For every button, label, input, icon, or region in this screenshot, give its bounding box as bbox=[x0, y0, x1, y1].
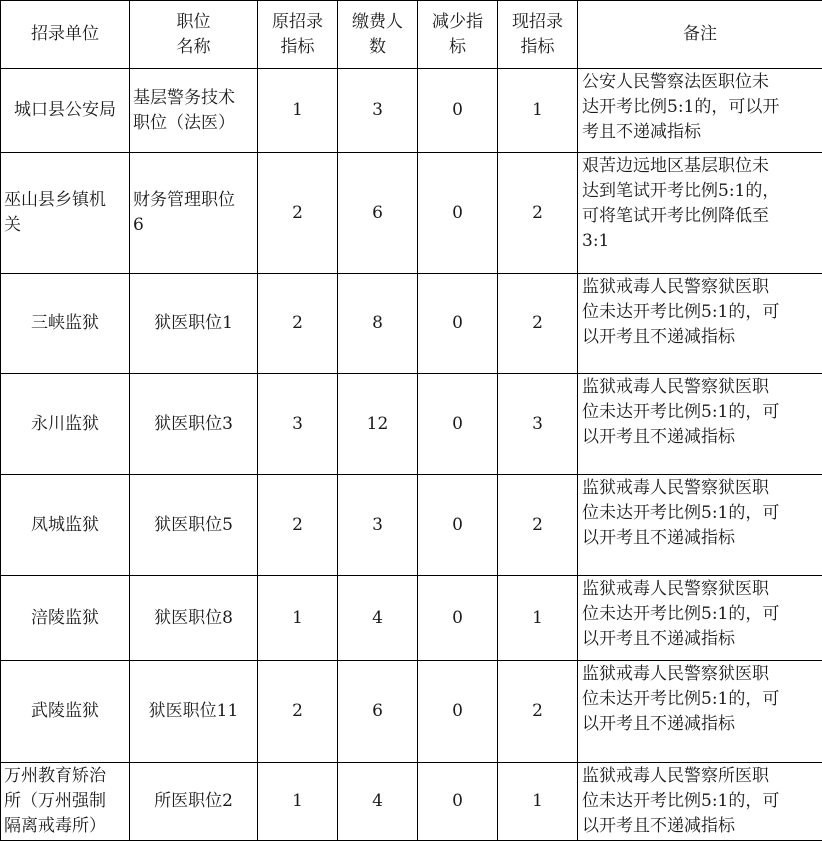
cell-remark-line: 达开考比例5:1的，可以开 bbox=[582, 95, 819, 120]
cell-unit-line: 所（万州强制 bbox=[4, 789, 126, 814]
cell-reduced: 0 bbox=[418, 763, 498, 841]
cell-position-line: 狱医职位1 bbox=[133, 311, 254, 336]
cell-position-line: 基层警务技术 bbox=[133, 86, 254, 111]
cell-unit-line: 万州教育矫治 bbox=[4, 764, 126, 789]
cell-position-line: 职位（法医） bbox=[133, 111, 254, 136]
table-row bbox=[1, 763, 822, 841]
cell-remark-line: 艰苦边远地区基层职位未 bbox=[582, 154, 819, 179]
table-row bbox=[1, 475, 822, 576]
cell-remark bbox=[578, 661, 822, 763]
cell-remark bbox=[578, 576, 822, 661]
cell-unit-line: 三峡监狱 bbox=[4, 311, 126, 336]
cell-position bbox=[130, 475, 258, 576]
cell-unit bbox=[1, 274, 130, 374]
table-row bbox=[1, 69, 822, 153]
cell-remark-line: 监狱戒毒人民警察狱医职 bbox=[582, 275, 819, 300]
cell-remark-line: 公安人民警察法医职位未 bbox=[582, 70, 819, 95]
header-row bbox=[1, 1, 822, 69]
cell-unit bbox=[1, 576, 130, 661]
header-remark: 备注 bbox=[578, 1, 822, 69]
header-reduced bbox=[418, 1, 498, 69]
cell-remark-line: 以开考且不递减指标 bbox=[582, 425, 819, 450]
table-row bbox=[1, 274, 822, 374]
cell-position bbox=[130, 763, 258, 841]
cell-unit bbox=[1, 475, 130, 576]
table-row bbox=[1, 374, 822, 475]
cell-unit-line: 关 bbox=[4, 213, 126, 238]
cell-original-quota: 2 bbox=[258, 661, 338, 763]
cell-reduced: 0 bbox=[418, 661, 498, 763]
cell-unit bbox=[1, 374, 130, 475]
cell-unit bbox=[1, 661, 130, 763]
cell-remark-line: 以开考且不递减指标 bbox=[582, 712, 819, 737]
header-position-line: 职位 bbox=[133, 10, 254, 35]
cell-remark-line: 3:1 bbox=[582, 229, 819, 254]
cell-position bbox=[130, 153, 258, 274]
cell-remark-line: 位未达开考比例5:1的，可 bbox=[582, 501, 819, 526]
header-unit: 招录单位 bbox=[1, 1, 130, 69]
cell-position-line: 狱医职位3 bbox=[133, 412, 254, 437]
cell-reduced: 0 bbox=[418, 69, 498, 153]
cell-original-quota: 2 bbox=[258, 475, 338, 576]
cell-position-line: 狱医职位8 bbox=[133, 606, 254, 631]
table-row bbox=[1, 153, 822, 274]
cell-remark-line: 以开考且不递减指标 bbox=[582, 814, 819, 839]
cell-remark-line: 位未达开考比例5:1的，可 bbox=[582, 400, 819, 425]
cell-position bbox=[130, 274, 258, 374]
cell-remark-line: 监狱戒毒人民警察狱医职 bbox=[582, 662, 819, 687]
cell-original-quota: 1 bbox=[258, 576, 338, 661]
cell-original-quota: 2 bbox=[258, 274, 338, 374]
cell-remark bbox=[578, 153, 822, 274]
header-original-quota-line: 指标 bbox=[261, 35, 334, 60]
cell-unit-line: 涪陵监狱 bbox=[4, 606, 126, 631]
table-row bbox=[1, 661, 822, 763]
cell-paid-count: 8 bbox=[338, 274, 418, 374]
cell-reduced: 0 bbox=[418, 153, 498, 274]
cell-original-quota: 1 bbox=[258, 69, 338, 153]
cell-unit bbox=[1, 153, 130, 274]
cell-paid-count: 6 bbox=[338, 661, 418, 763]
cell-paid-count: 4 bbox=[338, 576, 418, 661]
cell-current-quota: 1 bbox=[498, 763, 578, 841]
cell-position-line: 6 bbox=[133, 213, 254, 238]
cell-current-quota: 1 bbox=[498, 69, 578, 153]
cell-remark-line: 考且不递减指标 bbox=[582, 120, 819, 145]
cell-reduced: 0 bbox=[418, 475, 498, 576]
cell-unit-line: 武陵监狱 bbox=[4, 699, 126, 724]
cell-remark bbox=[578, 69, 822, 153]
cell-remark-line: 以开考且不递减指标 bbox=[582, 325, 819, 350]
cell-remark-line: 监狱戒毒人民警察狱医职 bbox=[582, 577, 819, 602]
cell-reduced: 0 bbox=[418, 274, 498, 374]
header-original-quota-line: 原招录 bbox=[261, 10, 334, 35]
cell-current-quota: 2 bbox=[498, 475, 578, 576]
cell-remark bbox=[578, 274, 822, 374]
header-position bbox=[130, 1, 258, 69]
cell-unit-line: 凤城监狱 bbox=[4, 513, 126, 538]
cell-current-quota: 3 bbox=[498, 374, 578, 475]
cell-reduced: 0 bbox=[418, 374, 498, 475]
header-reduced-line: 标 bbox=[421, 35, 494, 60]
cell-original-quota: 2 bbox=[258, 153, 338, 274]
cell-position bbox=[130, 374, 258, 475]
cell-remark-line: 监狱戒毒人民警察狱医职 bbox=[582, 375, 819, 400]
cell-remark-line: 位未达开考比例5:1的，可 bbox=[582, 602, 819, 627]
header-current-quota bbox=[498, 1, 578, 69]
cell-position-line: 所医职位2 bbox=[133, 789, 254, 814]
cell-remark-line: 监狱戒毒人民警察狱医职 bbox=[582, 476, 819, 501]
cell-remark-line: 监狱戒毒人民警察所医职 bbox=[582, 764, 819, 789]
cell-position-line: 财务管理职位 bbox=[133, 188, 254, 213]
header-reduced-line: 减少指 bbox=[421, 10, 494, 35]
cell-remark-line: 位未达开考比例5:1的，可 bbox=[582, 789, 819, 814]
cell-unit-line: 隔离戒毒所） bbox=[4, 814, 126, 839]
header-paid-count-line: 缴费人 bbox=[341, 10, 414, 35]
cell-position bbox=[130, 576, 258, 661]
cell-current-quota: 2 bbox=[498, 661, 578, 763]
cell-reduced: 0 bbox=[418, 576, 498, 661]
cell-remark-line: 可将笔试开考比例降低至 bbox=[582, 204, 819, 229]
cell-paid-count: 3 bbox=[338, 475, 418, 576]
header-paid-count-line: 数 bbox=[341, 35, 414, 60]
cell-unit-line: 巫山县乡镇机 bbox=[4, 188, 126, 213]
cell-position-line: 狱医职位11 bbox=[133, 699, 254, 724]
cell-remark bbox=[578, 763, 822, 841]
header-current-quota-line: 指标 bbox=[501, 35, 574, 60]
cell-remark-line: 位未达开考比例5:1的，可 bbox=[582, 300, 819, 325]
cell-unit-line: 城口县公安局 bbox=[4, 98, 126, 123]
header-current-quota-line: 现招录 bbox=[501, 10, 574, 35]
cell-paid-count: 3 bbox=[338, 69, 418, 153]
header-paid-count bbox=[338, 1, 418, 69]
cell-remark bbox=[578, 374, 822, 475]
cell-remark-line: 位未达开考比例5:1的，可 bbox=[582, 687, 819, 712]
cell-remark-line: 达到笔试开考比例5:1的， bbox=[582, 179, 819, 204]
cell-current-quota: 2 bbox=[498, 274, 578, 374]
cell-remark-line: 以开考且不递减指标 bbox=[582, 526, 819, 551]
cell-paid-count: 12 bbox=[338, 374, 418, 475]
cell-position-line: 狱医职位5 bbox=[133, 513, 254, 538]
table-row bbox=[1, 576, 822, 661]
cell-unit bbox=[1, 763, 130, 841]
cell-position bbox=[130, 69, 258, 153]
cell-unit bbox=[1, 69, 130, 153]
cell-current-quota: 1 bbox=[498, 576, 578, 661]
cell-paid-count: 6 bbox=[338, 153, 418, 274]
cell-unit-line: 永川监狱 bbox=[4, 412, 126, 437]
cell-paid-count: 4 bbox=[338, 763, 418, 841]
cell-current-quota: 2 bbox=[498, 153, 578, 274]
cell-original-quota: 3 bbox=[258, 374, 338, 475]
cell-remark-line: 以开考且不递减指标 bbox=[582, 627, 819, 652]
cell-original-quota: 1 bbox=[258, 763, 338, 841]
cell-position bbox=[130, 661, 258, 763]
header-position-line: 名称 bbox=[133, 35, 254, 60]
cell-remark bbox=[578, 475, 822, 576]
header-original-quota bbox=[258, 1, 338, 69]
